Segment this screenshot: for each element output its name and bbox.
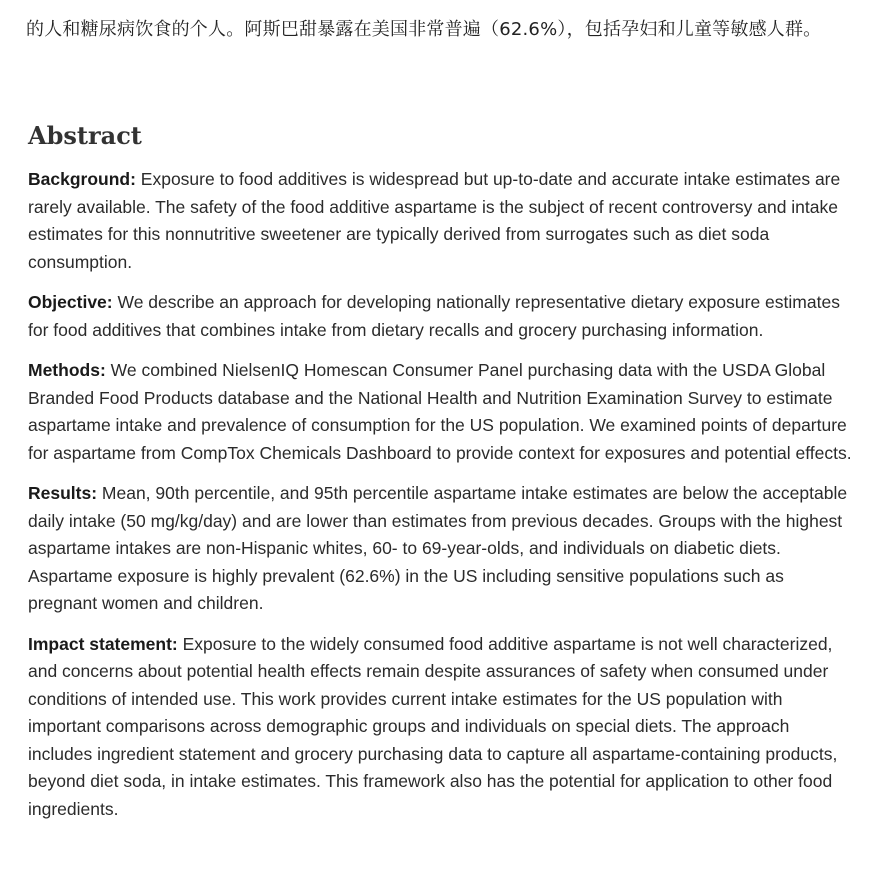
abstract-heading: Abstract — [28, 121, 142, 150]
results-text: Mean, 90th percentile, and 95th percentile aspartame intake estimates are below the acceptable daily intake (50 mg/kg/day) and are lower than estimates from previous decades. Groups with the highest aspartame intakes are non-Hispanic whites, 60- to 69-year-olds, and individuals on diabetic diets. Aspartame exposure is highly prevalent (62.6%) in the US including sensitive populations such as pregnant women and children. — [28, 483, 848, 613]
abstract-body — [28, 166, 854, 836]
methods-label: Methods: — [28, 360, 106, 380]
background-text: Exposure to food additives is widespread but up-to-date and accurate intake estimates are rarely available. The safety of the food additive aspartame is the subject of recent controversy and intake estimates for this nonnutritive sweetener are typically derived from surrogates such as diet soda consumption. — [28, 169, 841, 272]
abstract-methods — [28, 357, 854, 467]
results-label: Results: — [28, 483, 98, 503]
objective-text: We describe an approach for developing nationally representative dietary exposure estimates for food additives that combines intake from dietary recalls and grocery purchasing information. — [28, 292, 840, 340]
abstract-results — [28, 480, 854, 618]
background-label: Background: — [28, 169, 136, 189]
abstract-impact-statement — [28, 631, 854, 824]
abstract-background — [28, 166, 854, 276]
chinese-summary-text: 的人和糖尿病饮食的个人。阿斯巴甜暴露在美国非常普遍（62.6%），包括孕妇和儿童等敏感人群。 — [26, 19, 822, 40]
methods-text: We combined NielsenIQ Homescan Consumer Panel purchasing data with the USDA Global Branded Food Products database and the National Health and Nutrition Examination Survey to estimate aspartame intake and prevalence of consumption for the US population. We examined points of departure for aspartame from CompTox Chemicals Dashboard to provide context for exposures and potential effects. — [28, 360, 852, 463]
abstract-objective — [28, 289, 854, 344]
impact-statement-text: Exposure to the widely consumed food additive aspartame is not well characterized, and concerns about potential health effects remain despite assurances of safety when consumed under conditions of intended use. This work provides current intake estimates for the US population with important comparisons across demographic groups and individuals on special diets. The approach includes ingredient statement and grocery purchasing data to capture all aspartame-containing products, beyond diet soda, in intake estimates. This framework also has the potential for application to other food ingredients. — [28, 633, 838, 819]
objective-label: Objective: — [28, 292, 113, 312]
impact-statement-label: Impact statement: — [28, 633, 178, 654]
